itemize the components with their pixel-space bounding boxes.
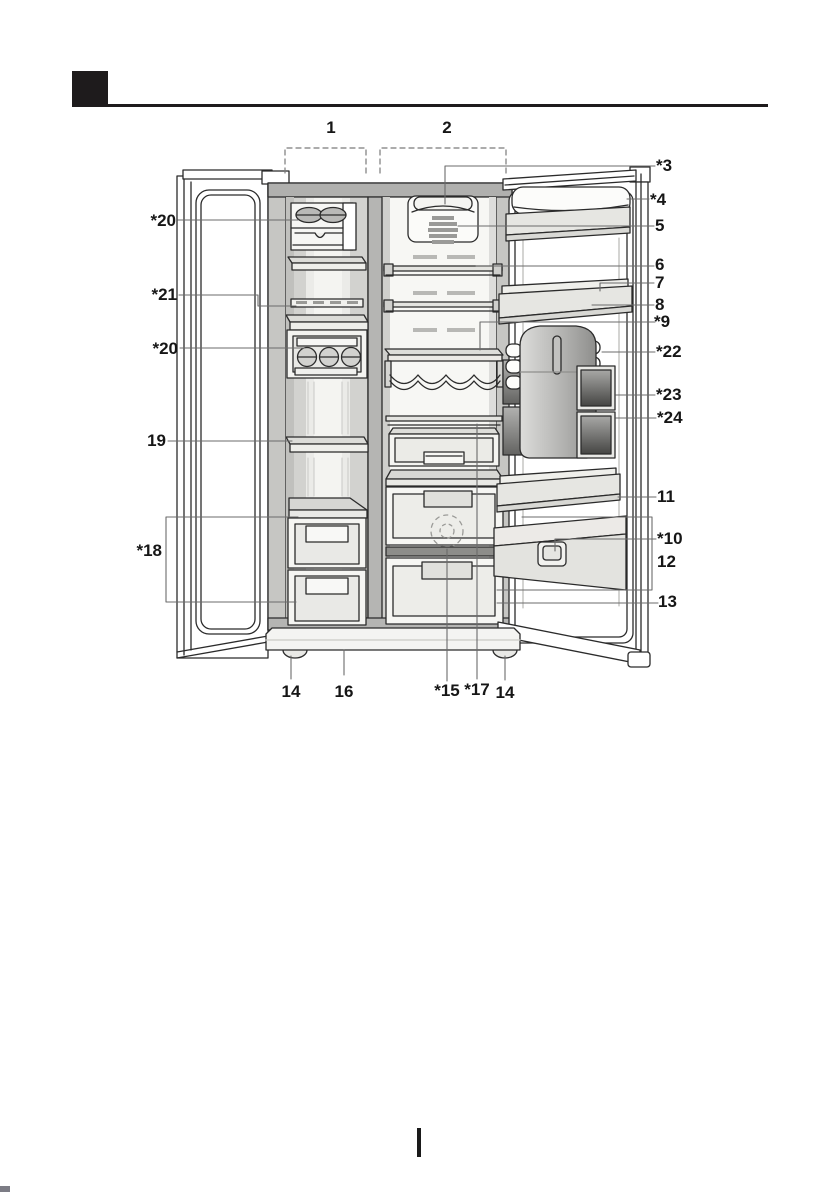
callout-10: *10	[657, 529, 683, 548]
callout-17: *17	[464, 680, 490, 699]
callout-20-lower: *20	[152, 339, 178, 358]
section-label-fridge: 2	[442, 118, 452, 137]
right-door	[494, 167, 650, 667]
callout-8: 8	[655, 295, 665, 314]
callout-9: *9	[654, 312, 671, 331]
door-bin-24	[577, 412, 615, 458]
callout-11: 11	[657, 487, 675, 506]
crisper-drawer-2	[386, 558, 503, 624]
page-number-divider	[417, 1128, 421, 1157]
callout-24: *24	[657, 408, 683, 427]
icematic-unit	[291, 203, 356, 250]
freezer-drawer-1	[288, 518, 366, 568]
callout-23: *23	[656, 385, 682, 404]
callout-21: *21	[151, 285, 177, 304]
left-door	[177, 170, 272, 658]
callout-13: 13	[658, 592, 677, 611]
callout-20-top: *20	[150, 211, 176, 230]
twist-ice-unit	[287, 330, 367, 378]
callout-12: 12	[657, 552, 676, 571]
section-brackets	[285, 148, 506, 173]
ice-tray-rack	[291, 299, 363, 307]
door-bin-23	[577, 366, 615, 410]
callout-14-left: 14	[281, 682, 301, 701]
door-shelf-top	[506, 187, 630, 241]
callout-5: 5	[655, 216, 665, 235]
callout-15: *15	[434, 681, 460, 700]
base-plinth	[266, 628, 520, 658]
chiller-drawer	[389, 428, 499, 466]
callout-14-right: 14	[495, 683, 515, 702]
corner-print-mark	[0, 1186, 10, 1192]
ionizer-unit	[408, 196, 478, 244]
callout-4: *4	[650, 190, 667, 209]
callout-22: *22	[656, 342, 682, 361]
freezer-shelf	[288, 257, 366, 263]
callout-16: 16	[334, 682, 354, 701]
callout-19: 19	[147, 431, 166, 450]
freezer-drawer-2	[288, 570, 366, 625]
callout-18: *18	[136, 541, 162, 560]
callout-7: 7	[655, 273, 665, 292]
crisper-drawer-1	[386, 487, 503, 547]
section-label-freezer: 1	[326, 118, 336, 137]
freezer-glass-shelf	[286, 437, 368, 444]
callout-3: *3	[656, 156, 673, 175]
callout-6: 6	[655, 255, 665, 274]
